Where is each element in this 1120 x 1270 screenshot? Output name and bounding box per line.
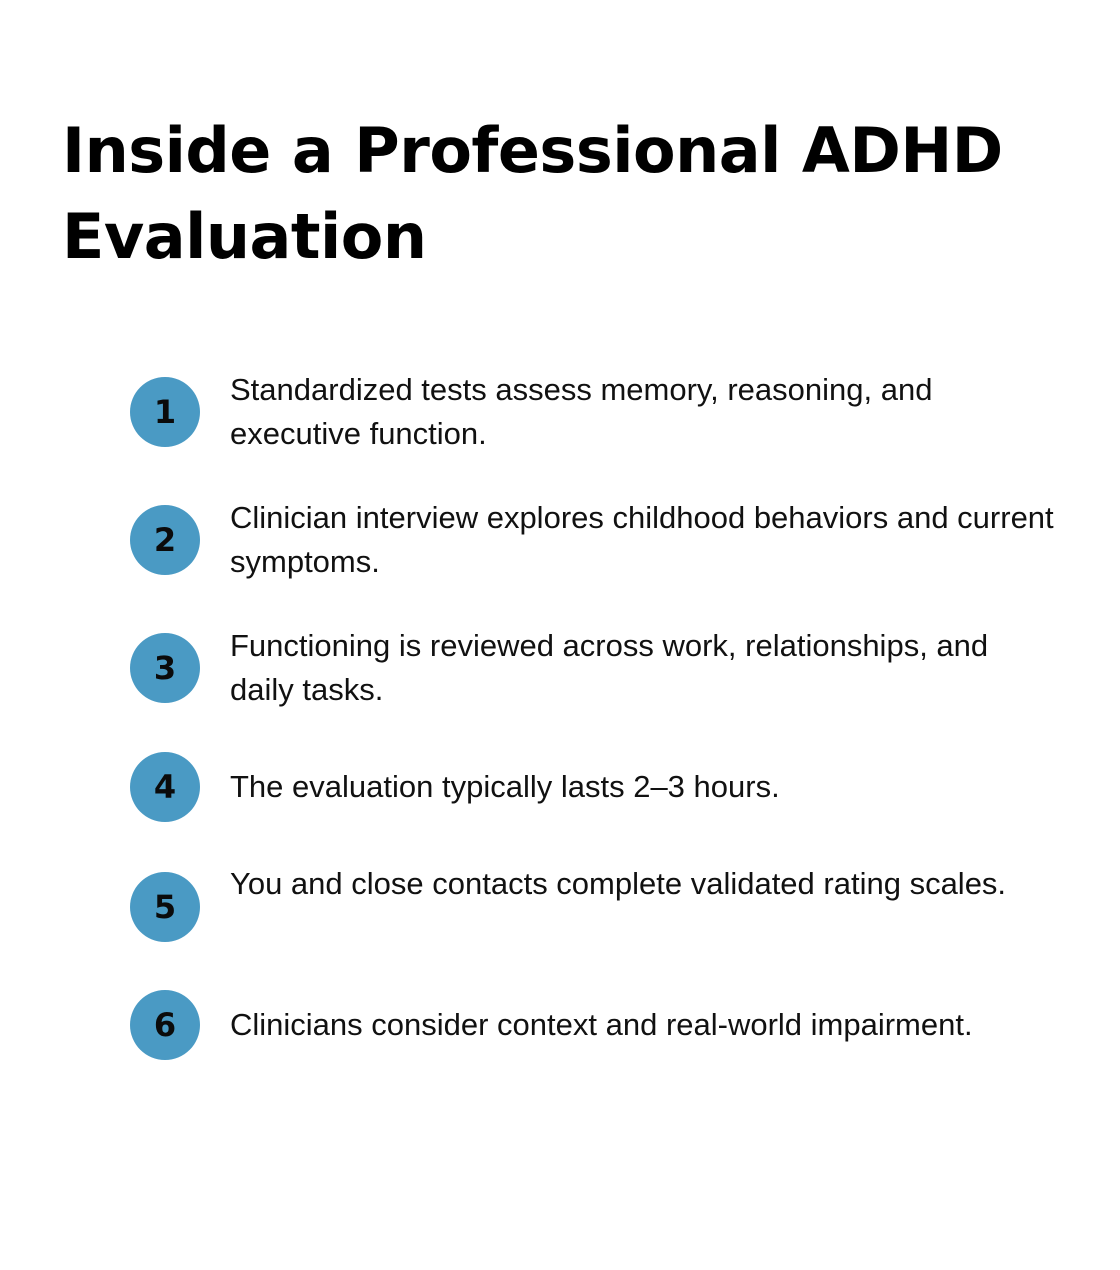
step-number-badge: 4 [130, 752, 200, 822]
step-number-badge: 3 [130, 633, 200, 703]
step-number-badge: 5 [130, 872, 200, 942]
step-text: You and close contacts complete validated rating scales. [230, 866, 1007, 901]
step-text: Clinician interview explores childhood behaviors and current symptoms. [230, 500, 1054, 579]
step-number-badge: 1 [130, 377, 200, 447]
page-title: Inside a Professional ADHD Evaluation [62, 114, 1003, 273]
step-text: The evaluation typically lasts 2–3 hours. [230, 769, 780, 804]
step-number-badge: 2 [130, 505, 200, 575]
step-text: Functioning is reviewed across work, relationships, and daily tasks. [230, 628, 989, 707]
step-number-badge: 6 [130, 990, 200, 1060]
step-text: Clinicians consider context and real-world impairment. [230, 1007, 973, 1042]
step-text: Standardized tests assess memory, reasoning, and executive function. [230, 372, 933, 451]
